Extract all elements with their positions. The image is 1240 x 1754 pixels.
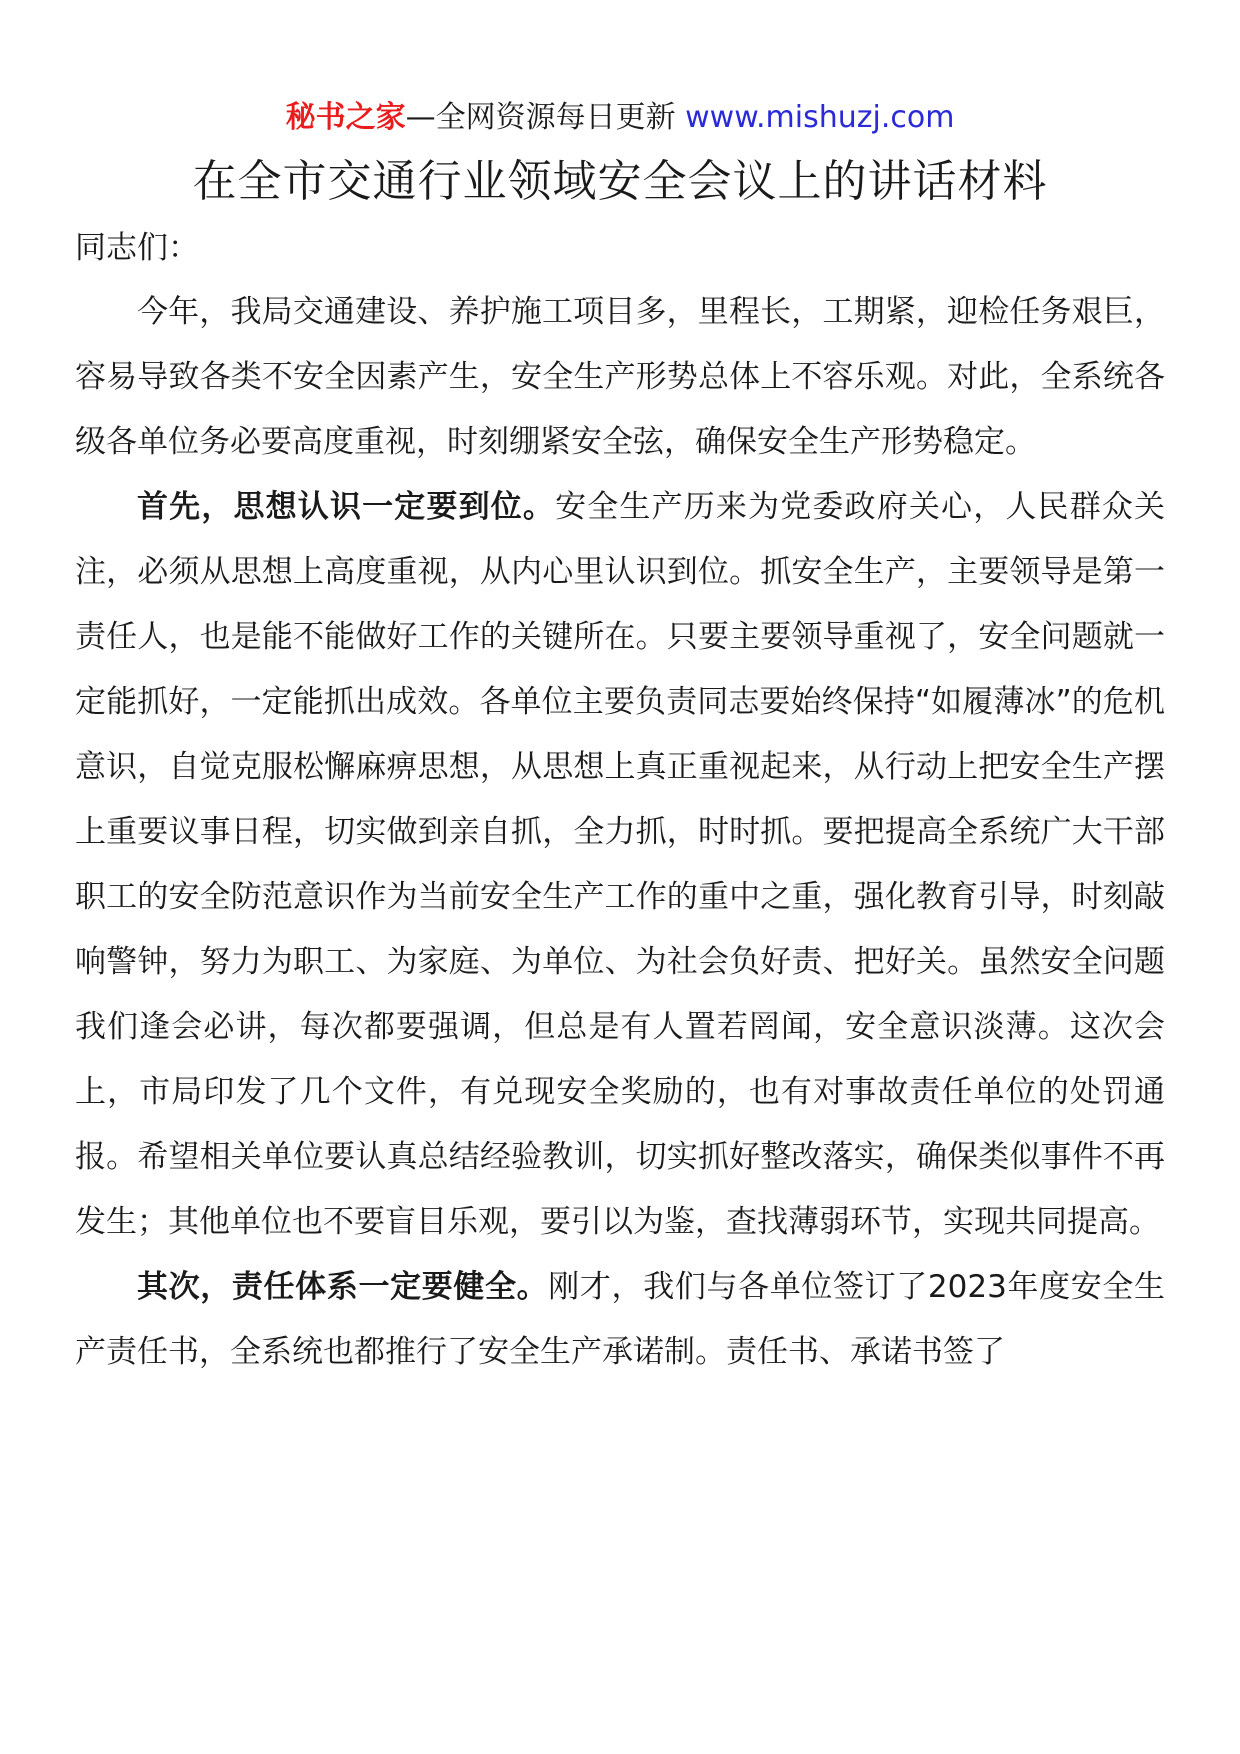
site-header (75, 98, 1165, 138)
site-url-link[interactable]: www.mishuzj.com (685, 100, 955, 135)
paragraph-text: 今年，我局交通建设、养护施工项目多，里程长，工期紧，迎检任务艰巨，容易导致各类不安全因素产生，安全生产形势总体上不容乐观。对此，全系统各级各单位务必要高度重视，时刻绷紧安全弦，确保安全生产形势稳定。 (75, 294, 1165, 460)
paragraph-first-point (75, 475, 1165, 1255)
paragraph-text: 刚才，我们与各单位签订了2023年度安全生产责任书，全系统也都推行了安全生产承诺制。责任书、承诺书签了 (75, 1269, 1165, 1370)
paragraph-text: 安全生产历来为党委政府关心，人民群众关注，必须从思想上高度重视，从内心里认识到位。抓安全生产，主要领导是第一责任人，也是能不能做好工作的关键所在。只要主要领导重视了，安全问题就一定能抓好，一定能抓出成效。各单位主要负责同志要始终保持“如履薄冰”的危机意识，自觉克服松懈麻痹思想，从思想上真正重视起来，从行动上把安全生产摆上重要议事日程，切实做到亲自抓，全力抓，时时抓。要把提高全系统广大干部职工的安全防范意识作为当前安全生产工作的重中之重，强化教育引导，时刻敲响警钟，努力为职工、为家庭、为单位、为社会负好责、把好关。虽然安全问题我们逢会必讲，每次都要强调，但总是有人置若罔闻，安全意识淡薄。这次会上，市局印发了几个文件，有兑现安全奖励的，也有对事故责任单位的处罚通报。希望相关单位要认真总结经验教训，切实抓好整改落实，确保类似事件不再发生；其他单位也不要盲目乐观，要引以为鉴，查找薄弱环节，实现共同提高。 (75, 489, 1166, 1240)
brand-name: 秘书之家 (285, 100, 406, 135)
paragraph-lead: 首先，思想认识一定要到位。 (137, 489, 556, 525)
paragraph-second-point (75, 1255, 1165, 1385)
salutation: 同志们： (75, 230, 199, 266)
paragraph-lead: 其次，责任体系一定要健全。 (137, 1269, 549, 1305)
document-title: 在全市交通行业领域安全会议上的讲话材料 (192, 156, 1048, 207)
paragraph-intro (75, 280, 1165, 475)
header-tagline: —全网资源每日更新 (405, 100, 676, 135)
